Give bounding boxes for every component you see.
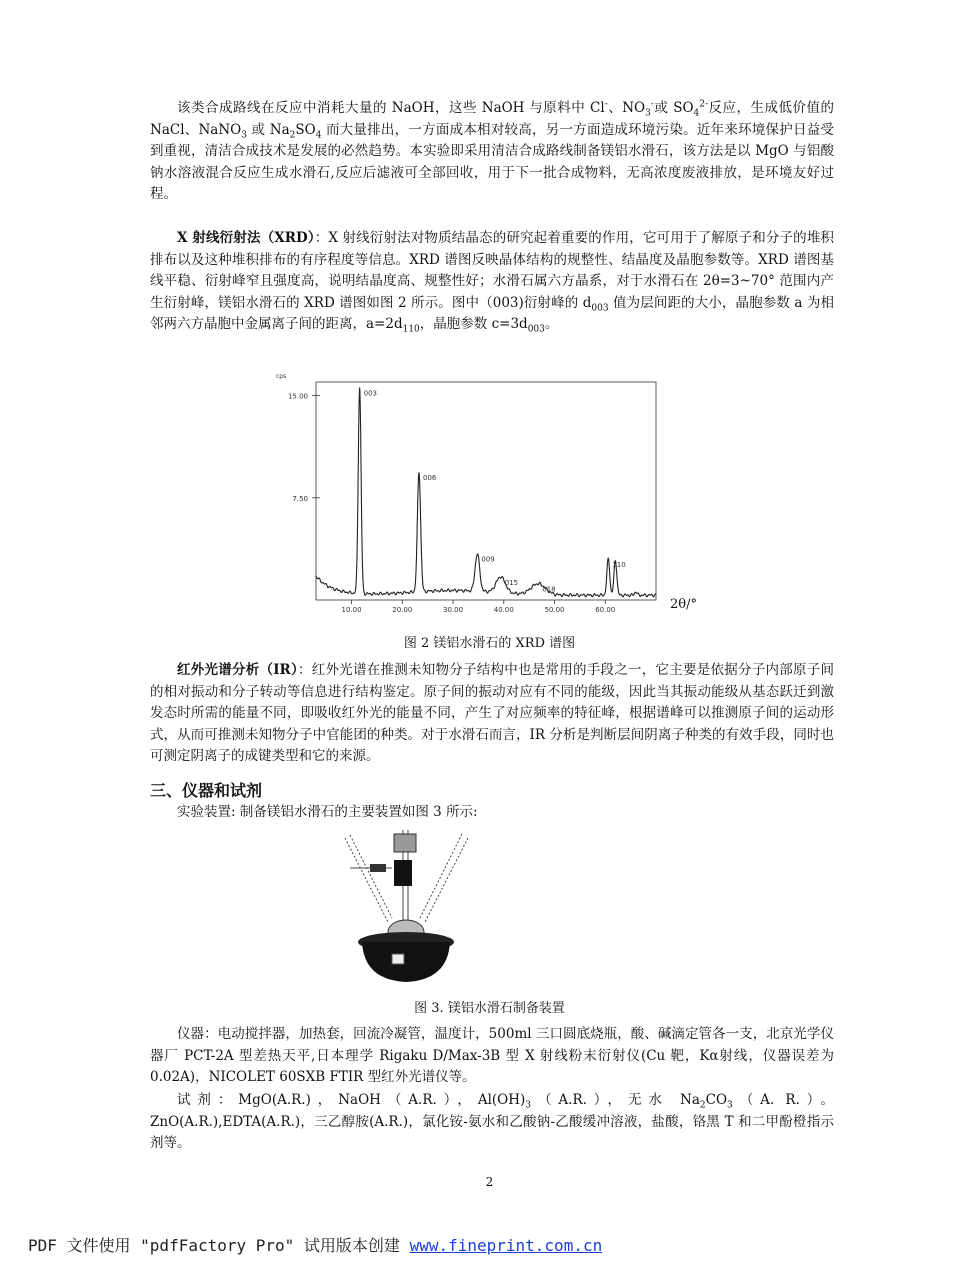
y-tick-label: 15.00 [287, 392, 308, 401]
chart-ylabel: cps [276, 373, 287, 380]
instruments-paragraph: 仪器：电动搅拌器，加热套，回流冷凝管，温度计，500ml 三口圆底烧瓶，酸、碱滴定管各一支，北京光学仪器厂 PCT-2A 型差热天平,日本理学 Rigaku D/Max-3B 型 X 射线粉末衍射仪(Cu 靶，Kα射线，仪器误差为 0.02A)，NICOLET 60SXB FTIR 型红外光谱仪等。 [150, 1026, 834, 1085]
x-tick-label: 10.00 [341, 606, 362, 614]
figure-3-caption: 图 3. 镁铝水滑石制备装置 [414, 1001, 565, 1016]
intro-paragraph: 该类合成路线在反应中消耗大量的 NaOH，这些 NaOH 与原料中 Cl-、$NO_3^-$或 $SO_4^{2-}$反应，生成低价值的 NaCl、NaNO$_3$ 或 $Na_2SO_4$ 而大量排出，一方面成本相对较高，另一方面造成环境污染。近年来环境保护日益受到重视，清洁合成技术是发展的必然趋势。本实验即采用清洁合成路线制备镁铝水滑石，该方法是以 MgO 与铝酸钠水溶液混合反应生成水滑石,反应后滤液可全部回收，用于下一批合成物料，无高浓度废液排放，是环境友好过程。 [150, 99, 835, 202]
x-tick-label: 20.00 [392, 606, 413, 614]
peak-label: 009 [481, 555, 495, 564]
page-number: 2 [485, 1175, 494, 1189]
section-heading: 三、仪器和试剂 [150, 781, 263, 800]
footer-text: PDF 文件使用 "pdfFactory Pro" 试用版本创建 [28, 1236, 410, 1255]
apparatus-intro: 实验装置: 制备镁铝水滑石的主要装置如图 3 所示: [177, 804, 478, 820]
y-tick-label: 7.50 [292, 494, 308, 503]
ir-term: 红外光谱分析（IR） [177, 662, 299, 678]
xrd-pattern-line [316, 388, 656, 597]
figure-2-caption: 图 2 镁铝水滑石的 XRD 谱图 [403, 636, 576, 651]
x-tick-label: 60.00 [595, 606, 616, 614]
footer-link[interactable]: www.fineprint.com.cn [409, 1236, 603, 1255]
peak-label: 110 [612, 561, 626, 570]
x-tick-label: 30.00 [442, 606, 464, 614]
ir-paragraph: 红外光谱分析（IR）：红外光谱在推测未知物分子结构中也是常用的手段之一，它主要是依据分子内部原子间的相对振动和分子转动等信息进行结构鉴定。原子间的振动对应有不同的能级，因此当其振动能级从基态跃迁到激发态时所需的能量不同，即吸收红外光的能量不同，产生了对应频率的特征峰，根据谱峰可以推测原子间的运动形式，从而可推测未知物分子中官能团的种类。对于水滑石而言，IR 分析是判断层间阴离子种类的有效手段，同时也可测定阴离子的成键类型和它的来源。 [150, 662, 834, 764]
x-tick-label: 40.00 [493, 606, 514, 614]
pdf-footer [28, 1233, 602, 1256]
chart-xlabel: 2θ/° [670, 597, 697, 612]
reagents-paragraph: 试剂：MgO(A.R.)，NaOH（A.R.），$Al(OH)_3(A.R.)$，无水 $Na_2CO_3(A$. R.）。ZnO(A.R.),EDTA(A.R.)，三乙醇胺(A.R.)，氯化铵-氨水和乙酸钠-乙酸缓冲溶液，盐酸，铬黑 T 和二甲酚橙指示剂等。 [150, 1092, 834, 1151]
xrd-paragraph: X 射线衍射法（XRD）：X 射线衍射法对物质结晶态的研究起着重要的作用，它可用于了解原子和分子的堆积排布以及这种堆积排布的有序程度等信息。XRD 谱图反映晶体结构的规整性、结晶度及晶胞参数等。XRD 谱图基线平稳、衍射峰窄且强度高，说明结晶度高、规整性好；水滑石属六方晶系，对于水滑石在 2θ=3~70° 范围内产生衍射峰，镁铝水滑石的 XRD 谱图如图 2 所示。图中（003)衍射峰的 $d_{003}$ 值为层间距的大小，晶胞参数 a 为相邻两六方晶胞中金属离子间的距离，$a=2d_{110}$，晶胞参数 $c=3d_{003}$。 [150, 230, 834, 335]
x-tick-label: 50.00 [544, 606, 565, 614]
peak-label: 003 [363, 389, 378, 398]
apparatus-illustration [330, 830, 480, 990]
peak-label: 018 [542, 585, 556, 594]
peak-label: 015 [504, 578, 519, 587]
peak-label: 006 [423, 473, 437, 482]
xrd-term: X 射线衍射法（XRD） [177, 230, 315, 246]
plot-frame [316, 382, 656, 600]
xrd-chart [272, 368, 732, 618]
